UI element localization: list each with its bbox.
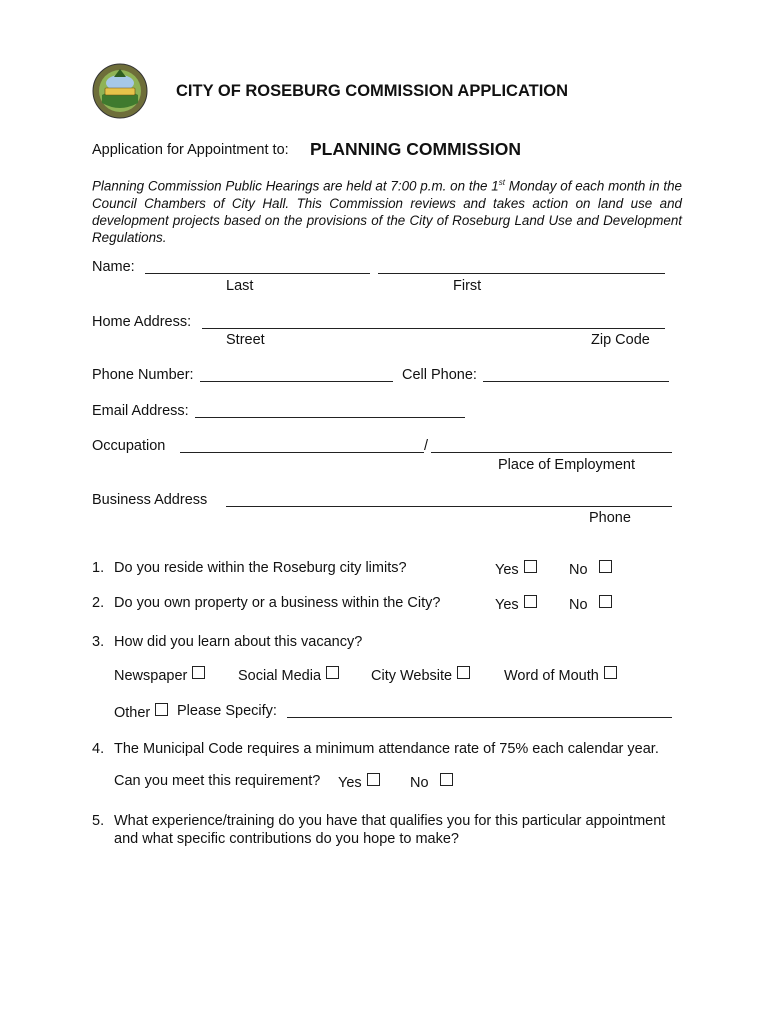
q1-yes-option[interactable] (495, 560, 537, 578)
zip-caption: Zip Code (591, 332, 650, 348)
q3-option-newspaper[interactable] (114, 666, 205, 684)
home-address-label: Home Address: (92, 314, 192, 330)
email-field[interactable] (195, 417, 465, 418)
business-address-label: Business Address (92, 492, 208, 508)
business-phone-caption: Phone (589, 510, 631, 526)
please-specify-label: Please Specify: (177, 703, 277, 719)
social-media-checkbox[interactable] (326, 666, 339, 679)
newspaper-label: Newspaper (114, 668, 188, 684)
social-media-label: Social Media (238, 668, 322, 684)
q2-no-checkbox[interactable] (599, 595, 612, 608)
q3-number: 3. (92, 634, 105, 650)
q1-no-label: No (569, 562, 588, 578)
q3-option-other[interactable] (114, 703, 168, 721)
q3-option-city-website[interactable] (371, 666, 470, 684)
q1-no-option[interactable] (569, 560, 612, 578)
q4-subquestion: Can you meet this requirement? (114, 773, 321, 789)
newspaper-checkbox[interactable] (192, 666, 205, 679)
page-title: CITY OF ROSEBURG COMMISSION APPLICATION (176, 82, 569, 100)
intro-text-2: Monday of each month in the Council Chambers of City Hall. This Commission reviews and takes action on land use and development projects based on the provisions of the City of Roseburg Land Use and Development Regulations. (92, 178, 682, 246)
home-address-field[interactable] (202, 328, 665, 329)
city-seal-icon (92, 63, 148, 119)
q2-number: 2. (92, 595, 105, 611)
q4-no-label: No (410, 775, 429, 791)
q5-text: What experience/training do you have that qualifies you for this particular appointment and what specific contributions do you hope to make? (114, 813, 666, 847)
name-first-field[interactable] (378, 273, 665, 274)
q3-option-social-media[interactable] (238, 666, 339, 684)
business-address-field[interactable] (226, 506, 672, 507)
word-of-mouth-checkbox[interactable] (604, 666, 617, 679)
occupation-slash: / (424, 438, 429, 454)
please-specify-field[interactable] (287, 717, 672, 718)
city-website-checkbox[interactable] (457, 666, 470, 679)
other-checkbox[interactable] (155, 703, 168, 716)
q1-number: 1. (92, 560, 105, 576)
word-of-mouth-label: Word of Mouth (504, 668, 599, 684)
intro-text-1: Planning Commission Public Hearings are held at 7:00 p.m. on the 1 (92, 178, 499, 194)
intro-sup: st (498, 178, 505, 187)
q2-yes-checkbox[interactable] (524, 595, 537, 608)
q4-yes-label: Yes (338, 775, 362, 791)
email-label: Email Address: (92, 403, 189, 419)
phone-field[interactable] (200, 381, 393, 382)
q4-yes-option[interactable] (338, 773, 380, 791)
appointment-value: PLANNING COMMISSION (310, 139, 521, 159)
appointment-label: Application for Appointment to: (92, 142, 289, 158)
q3-option-word-of-mouth[interactable] (504, 666, 617, 684)
name-label: Name: (92, 259, 135, 275)
q5-number: 5. (92, 813, 105, 829)
q2-yes-label: Yes (495, 597, 519, 613)
other-label: Other (114, 705, 151, 721)
cell-field[interactable] (483, 381, 669, 382)
q2-no-label: No (569, 597, 588, 613)
name-last-caption: Last (226, 278, 254, 294)
q2-text: Do you own property or a business within the City? (114, 595, 441, 611)
name-last-field[interactable] (145, 273, 370, 274)
q4-no-option[interactable] (410, 773, 453, 791)
q4-yes-checkbox[interactable] (367, 773, 380, 786)
q4-number: 4. (92, 741, 105, 757)
q1-yes-label: Yes (495, 562, 519, 578)
q1-no-checkbox[interactable] (599, 560, 612, 573)
q1-yes-checkbox[interactable] (524, 560, 537, 573)
q3-text: How did you learn about this vacancy? (114, 634, 363, 650)
phone-label: Phone Number: (92, 367, 194, 383)
city-website-label: City Website (371, 668, 453, 684)
q2-no-option[interactable] (569, 595, 612, 613)
street-caption: Street (226, 332, 265, 348)
q2-yes-option[interactable] (495, 595, 537, 613)
employer-field[interactable] (431, 452, 672, 453)
q4-no-checkbox[interactable] (440, 773, 453, 786)
cell-label: Cell Phone: (402, 367, 477, 383)
occupation-label: Occupation (92, 438, 166, 454)
intro-paragraph (92, 174, 682, 247)
employment-caption: Place of Employment (498, 457, 636, 473)
occupation-field[interactable] (180, 452, 424, 453)
q4-text: The Municipal Code requires a minimum attendance rate of 75% each calendar year. (114, 741, 659, 757)
q1-text: Do you reside within the Roseburg city limits? (114, 560, 407, 576)
name-first-caption: First (453, 278, 482, 294)
